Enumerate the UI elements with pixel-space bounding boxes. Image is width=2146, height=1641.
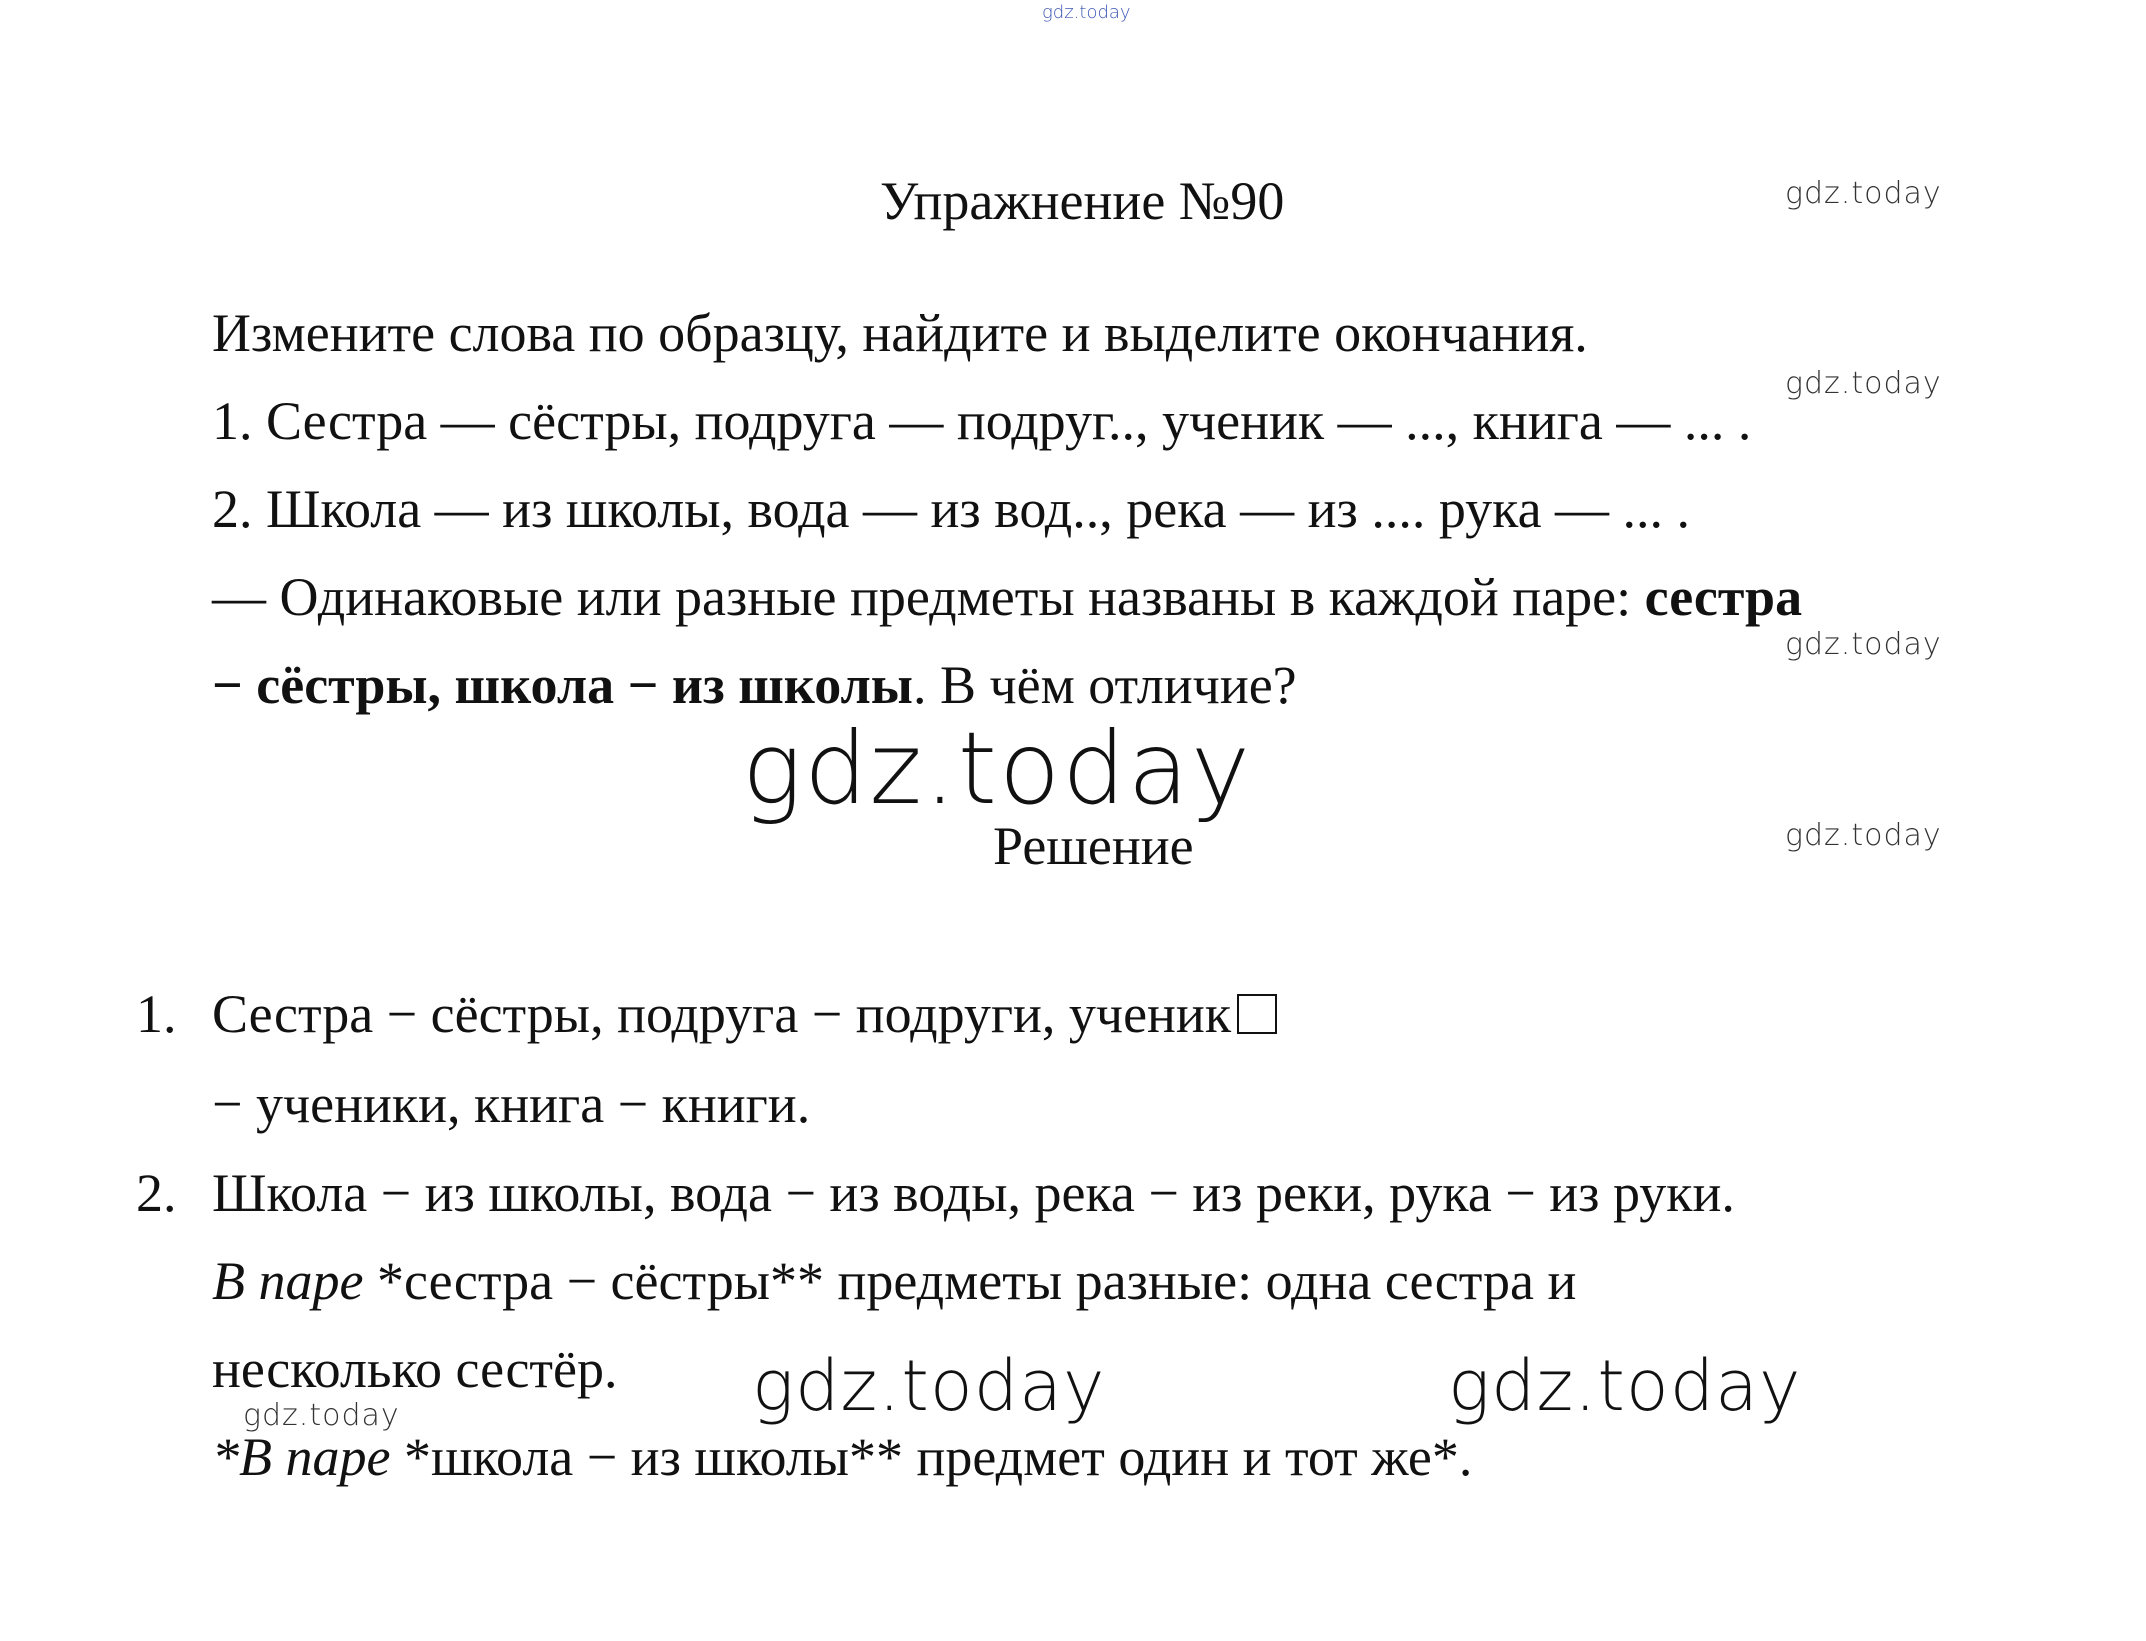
solution-number-1: 1. (136, 984, 177, 1044)
watermark-small: gdz.today (1785, 818, 1942, 853)
solution-line-3-text: *сестра − сёстры** предметы разные: одна сестра и (363, 1251, 1577, 1311)
watermark-small: gdz.today (1785, 366, 1942, 401)
solution-line-3-italic: В паре (212, 1251, 364, 1311)
solution-line-4: несколько сестёр. (212, 1339, 618, 1399)
task-item-1: 1. Сестра — сёстры, подруга — подруг.., ученик — ..., книга — ... . (212, 391, 1752, 451)
watermark-top: gdz.today (1042, 2, 1131, 23)
solution-heading: Решение (993, 816, 1194, 876)
task-question-end: . В чём отличие? (912, 655, 1297, 715)
task-question-line-1 (212, 567, 1803, 627)
watermark-medium: gdz.today (1448, 1345, 1802, 1427)
task-item-2: 2. Школа — из школы, вода — из вод.., река — из .... рука — ... . (212, 479, 1691, 539)
solution-line-5 (212, 1427, 1473, 1487)
task-question-line-2 (212, 655, 1297, 715)
task-question-bold-1: сестра (1644, 567, 1803, 627)
task-question-text: — Одинаковые или разные предметы названы в каждой паре: (212, 567, 1645, 627)
watermark-large: gdz.today (742, 710, 1253, 827)
solution-line-1-text: Сестра − сёстры, подруга − подруги, ученик (212, 984, 1232, 1044)
solution-line-5-text: *школа − из школы** предмет один и тот же*. (390, 1427, 1473, 1487)
solution-line-5-italic: *В паре (212, 1427, 391, 1487)
task-question-bold-2: − сёстры, школа − из школы (212, 655, 913, 715)
solution-line-1b: − ученики, книга − книги. (212, 1074, 811, 1134)
watermark-small: gdz.today (243, 1398, 400, 1433)
solution-line-3 (212, 1251, 1577, 1311)
page-title: Упражнение №90 (880, 171, 1285, 231)
watermark-small: gdz.today (1785, 176, 1942, 211)
solution-line-1 (212, 984, 1277, 1044)
solution-number-2: 2. (136, 1163, 177, 1223)
task-intro: Измените слова по образцу, найдите и выделите окончания. (212, 303, 1588, 363)
solution-line-2: Школа − из школы, вода − из воды, река − из реки, рука − из руки. (212, 1163, 1735, 1223)
checkbox-glyph-icon (1237, 994, 1277, 1034)
watermark-small: gdz.today (1785, 627, 1942, 662)
watermark-medium: gdz.today (752, 1345, 1106, 1427)
